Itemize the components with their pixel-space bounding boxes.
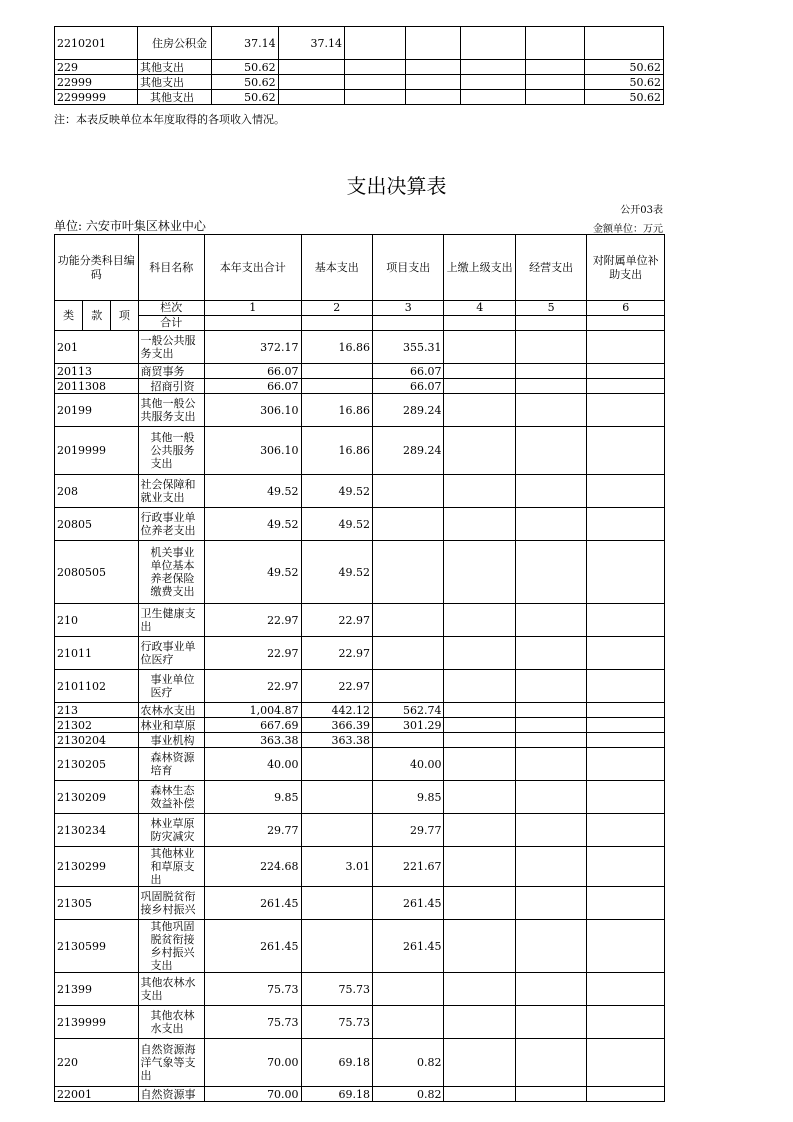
subject-code: 2130234 [55, 814, 139, 847]
basic-amount: 442.12 [301, 703, 372, 718]
basic-amount [301, 379, 372, 394]
subsidy-amount [587, 508, 665, 541]
table-row [55, 781, 665, 814]
amount-cell-7: 50.62 [585, 75, 664, 90]
subject-name: 事业单位医疗 [138, 670, 204, 703]
business-amount [515, 541, 586, 604]
subject-code: 21011 [55, 637, 139, 670]
basic-amount: 75.73 [301, 1006, 372, 1039]
subject-name: 森林生态效益补偿 [138, 781, 204, 814]
project-amount: 301.29 [373, 718, 444, 733]
subject-name: 巩固脱贫衔接乡村振兴 [138, 887, 204, 920]
page-title: 支出决算表 [346, 174, 447, 198]
business-amount [515, 1039, 586, 1087]
subject-code: 2101102 [55, 670, 139, 703]
project-amount [373, 637, 444, 670]
upper-amount [444, 814, 515, 847]
subject-code: 208 [55, 475, 139, 508]
header-kuan: 款 [83, 301, 111, 331]
project-amount: 289.24 [373, 394, 444, 427]
basic-amount: 16.86 [301, 427, 372, 475]
header-subject-name: 科目名称 [138, 235, 204, 301]
business-amount [515, 847, 586, 887]
business-amount [515, 703, 586, 718]
subsidy-amount [587, 379, 665, 394]
upper-amount [444, 508, 515, 541]
amount-cell-2 [278, 90, 344, 105]
col-num-4: 4 [444, 301, 515, 316]
upper-amount [444, 331, 515, 364]
subject-name: 机关事业单位基本养老保险缴费支出 [138, 541, 204, 604]
subsidy-amount [587, 475, 665, 508]
total-amount: 49.52 [204, 475, 301, 508]
col-num-5: 5 [515, 301, 586, 316]
subject-code: 21302 [55, 718, 139, 733]
subject-name: 事业机构 [138, 733, 204, 748]
basic-amount: 69.18 [301, 1039, 372, 1087]
upper-amount [444, 604, 515, 637]
subject-name: 行政事业单位医疗 [138, 637, 204, 670]
business-amount [515, 748, 586, 781]
basic-amount: 16.86 [301, 394, 372, 427]
subject-name: 其他林业和草原支出 [138, 847, 204, 887]
project-amount [373, 475, 444, 508]
subsidy-amount [587, 394, 665, 427]
upper-amount [444, 733, 515, 748]
upper-amount [444, 394, 515, 427]
business-amount [515, 637, 586, 670]
amount-cell-4 [405, 27, 460, 60]
subject-name: 其他农林水支出 [138, 1006, 204, 1039]
subsidy-amount [587, 847, 665, 887]
business-amount [515, 781, 586, 814]
business-amount [515, 920, 586, 973]
subject-code: 2130204 [55, 733, 139, 748]
table-row [55, 887, 665, 920]
subject-name: 卫生健康支出 [138, 604, 204, 637]
upper-amount [444, 920, 515, 973]
table-row [55, 1006, 665, 1039]
upper-amount [444, 1087, 515, 1102]
business-amount [515, 733, 586, 748]
subsidy-amount [587, 973, 665, 1006]
subsidy-amount [587, 733, 665, 748]
basic-amount: 366.39 [301, 718, 372, 733]
total-amount: 1,004.87 [204, 703, 301, 718]
table-row [55, 670, 665, 703]
upper-amount [444, 847, 515, 887]
subsidy-amount [587, 364, 665, 379]
table-row [55, 973, 665, 1006]
subject-name: 其他一般公共服务支出 [138, 394, 204, 427]
basic-amount [301, 920, 372, 973]
subject-code: 220 [55, 1039, 139, 1087]
subject-name: 住房公积金 [138, 27, 212, 60]
amount-cell-1: 50.62 [212, 90, 278, 105]
amount-cell-7: 50.62 [585, 60, 664, 75]
amount-cell-4 [405, 60, 460, 75]
subsidy-amount [587, 1039, 665, 1087]
project-amount [373, 733, 444, 748]
table-row [55, 427, 665, 475]
total-amount: 29.77 [204, 814, 301, 847]
subsidy-amount [587, 781, 665, 814]
subject-name: 农林水支出 [138, 703, 204, 718]
subject-code: 20113 [55, 364, 139, 379]
subject-code: 2011308 [55, 379, 139, 394]
subject-code: 213 [55, 703, 139, 718]
amount-cell-1: 50.62 [212, 60, 278, 75]
amount-cell-3 [345, 60, 406, 75]
subject-code: 21305 [55, 887, 139, 920]
subject-name: 自然资源事 [138, 1087, 204, 1102]
business-amount [515, 1006, 586, 1039]
business-amount [515, 475, 586, 508]
total-amount: 667.69 [204, 718, 301, 733]
basic-amount [301, 887, 372, 920]
subsidy-amount [587, 920, 665, 973]
table-row [55, 508, 665, 541]
amount-cell-6 [525, 27, 585, 60]
upper-amount [444, 541, 515, 604]
amount-cell-6 [525, 75, 585, 90]
subject-code: 2139999 [55, 1006, 139, 1039]
project-amount: 289.24 [373, 427, 444, 475]
basic-amount: 49.52 [301, 508, 372, 541]
subsidy-amount [587, 637, 665, 670]
subsidy-amount [587, 718, 665, 733]
table-row [55, 733, 665, 748]
header-xiang: 项 [111, 301, 138, 331]
subsidy-amount [587, 814, 665, 847]
amount-cell-1: 50.62 [212, 75, 278, 90]
subject-name: 社会保障和就业支出 [138, 475, 204, 508]
total-amount: 22.97 [204, 604, 301, 637]
project-amount: 261.45 [373, 920, 444, 973]
header-lanci: 栏次 [138, 301, 204, 316]
total-amount: 261.45 [204, 920, 301, 973]
table-row [55, 90, 664, 105]
subject-code: 2130599 [55, 920, 139, 973]
header-subsidy: 对附属单位补助支出 [587, 235, 665, 301]
subject-name: 林业和草原 [138, 718, 204, 733]
subject-code: 21399 [55, 973, 139, 1006]
project-amount: 221.67 [373, 847, 444, 887]
basic-amount: 363.38 [301, 733, 372, 748]
table-row [55, 748, 665, 781]
amount-unit-label: 金额单位：万元 [593, 224, 663, 235]
table-row [55, 331, 665, 364]
table-row [55, 847, 665, 887]
header-lei: 类 [55, 301, 83, 331]
business-amount [515, 364, 586, 379]
table-row [55, 394, 665, 427]
business-amount [515, 814, 586, 847]
amount-cell-6 [525, 60, 585, 75]
business-amount [515, 394, 586, 427]
subject-code: 20805 [55, 508, 139, 541]
subject-name: 其他支出 [138, 60, 212, 75]
amount-cell-3 [345, 90, 406, 105]
amount-cell-7: 50.62 [585, 90, 664, 105]
subject-code: 20199 [55, 394, 139, 427]
business-amount [515, 1087, 586, 1102]
header-heji: 合计 [138, 316, 204, 331]
upper-amount [444, 703, 515, 718]
basic-amount: 69.18 [301, 1087, 372, 1102]
upper-amount [444, 364, 515, 379]
header-business: 经营支出 [515, 235, 586, 301]
header-basic: 基本支出 [301, 235, 372, 301]
basic-amount [301, 814, 372, 847]
business-amount [515, 379, 586, 394]
subject-name: 林业草原防灾减灾 [138, 814, 204, 847]
subject-name: 其他支出 [138, 90, 212, 105]
total-amount: 363.38 [204, 733, 301, 748]
project-amount: 355.31 [373, 331, 444, 364]
header-func-code: 功能分类科目编码 [55, 235, 139, 301]
expenditure-table [54, 234, 665, 1102]
table-row [55, 1087, 665, 1102]
subject-name: 森林资源培育 [138, 748, 204, 781]
amount-cell-5 [461, 90, 525, 105]
table-row [55, 379, 665, 394]
total-amount: 9.85 [204, 781, 301, 814]
table-row [55, 718, 665, 733]
subject-code: 2130299 [55, 847, 139, 887]
upper-amount [444, 718, 515, 733]
basic-amount [301, 748, 372, 781]
subject-code: 22999 [55, 75, 138, 90]
project-amount: 40.00 [373, 748, 444, 781]
total-amount: 306.10 [204, 427, 301, 475]
amount-cell-3 [345, 75, 406, 90]
project-amount [373, 1006, 444, 1039]
basic-amount: 22.97 [301, 637, 372, 670]
table-row [55, 475, 665, 508]
subject-code: 229 [55, 60, 138, 75]
total-amount: 22.97 [204, 670, 301, 703]
amount-cell-4 [405, 90, 460, 105]
basic-amount: 49.52 [301, 475, 372, 508]
table-row [55, 814, 665, 847]
table-row [55, 364, 665, 379]
project-amount: 66.07 [373, 364, 444, 379]
table-note: 注：本表反映单位本年度取得的各项收入情况。 [54, 113, 285, 126]
table-row [55, 703, 665, 718]
project-amount [373, 670, 444, 703]
subject-code: 210 [55, 604, 139, 637]
business-amount [515, 718, 586, 733]
table-row [55, 27, 664, 60]
subject-name: 其他巩固脱贫衔接乡村振兴支出 [138, 920, 204, 973]
table-row [55, 604, 665, 637]
subsidy-amount [587, 887, 665, 920]
total-amount: 75.73 [204, 973, 301, 1006]
upper-amount [444, 973, 515, 1006]
upper-amount [444, 379, 515, 394]
table-row [55, 60, 664, 75]
table-row [55, 75, 664, 90]
subsidy-amount [587, 541, 665, 604]
subject-code: 2299999 [55, 90, 138, 105]
amount-cell-5 [461, 75, 525, 90]
income-table-continuation [54, 26, 664, 105]
subject-name: 行政事业单位养老支出 [138, 508, 204, 541]
upper-amount [444, 781, 515, 814]
table-row [55, 1039, 665, 1087]
total-amount: 261.45 [204, 887, 301, 920]
project-amount: 0.82 [373, 1039, 444, 1087]
amount-cell-6 [525, 90, 585, 105]
upper-amount [444, 1039, 515, 1087]
upper-amount [444, 887, 515, 920]
amount-cell-2: 37.14 [278, 27, 344, 60]
subject-code: 2019999 [55, 427, 139, 475]
project-amount [373, 508, 444, 541]
business-amount [515, 670, 586, 703]
amount-cell-1: 37.14 [212, 27, 278, 60]
subject-code: 2130205 [55, 748, 139, 781]
total-amount: 40.00 [204, 748, 301, 781]
project-amount [373, 973, 444, 1006]
header-total: 本年支出合计 [204, 235, 301, 301]
total-row [55, 316, 665, 331]
project-amount [373, 541, 444, 604]
total-amount: 49.52 [204, 541, 301, 604]
total-amount: 75.73 [204, 1006, 301, 1039]
table-row [55, 637, 665, 670]
subsidy-amount [587, 1006, 665, 1039]
basic-amount: 3.01 [301, 847, 372, 887]
amount-cell-5 [461, 60, 525, 75]
subsidy-amount [587, 1087, 665, 1102]
subject-name: 一般公共服务支出 [138, 331, 204, 364]
project-amount: 9.85 [373, 781, 444, 814]
total-amount: 66.07 [204, 364, 301, 379]
project-amount: 0.82 [373, 1087, 444, 1102]
table-row [55, 920, 665, 973]
amount-cell-2 [278, 60, 344, 75]
subsidy-amount [587, 331, 665, 364]
subject-name: 招商引资 [138, 379, 204, 394]
total-amount: 22.97 [204, 637, 301, 670]
table-row [55, 541, 665, 604]
header-row [55, 235, 665, 301]
basic-amount [301, 364, 372, 379]
basic-amount: 16.86 [301, 331, 372, 364]
total-amount: 49.52 [204, 508, 301, 541]
header-project: 项目支出 [373, 235, 444, 301]
subject-name: 自然资源海洋气象等支出 [138, 1039, 204, 1087]
business-amount [515, 604, 586, 637]
amount-cell-5 [461, 27, 525, 60]
upper-amount [444, 670, 515, 703]
col-num-1: 1 [204, 301, 301, 316]
subject-code: 2080505 [55, 541, 139, 604]
amount-cell-2 [278, 75, 344, 90]
upper-amount [444, 475, 515, 508]
amount-cell-7 [585, 27, 664, 60]
total-amount: 372.17 [204, 331, 301, 364]
amount-cell-4 [405, 75, 460, 90]
amount-cell-3 [345, 27, 406, 60]
project-amount: 66.07 [373, 379, 444, 394]
col-num-6: 6 [587, 301, 665, 316]
subject-code: 201 [55, 331, 139, 364]
subject-name: 其他一般公共服务支出 [138, 427, 204, 475]
upper-amount [444, 637, 515, 670]
total-amount: 70.00 [204, 1039, 301, 1087]
subsidy-amount [587, 670, 665, 703]
header-upper: 上缴上级支出 [444, 235, 515, 301]
project-amount [373, 604, 444, 637]
basic-amount: 22.97 [301, 670, 372, 703]
basic-amount: 49.52 [301, 541, 372, 604]
total-amount: 66.07 [204, 379, 301, 394]
subject-name: 其他支出 [138, 75, 212, 90]
business-amount [515, 973, 586, 1006]
subsidy-amount [587, 703, 665, 718]
subject-code: 2130209 [55, 781, 139, 814]
col-num-3: 3 [373, 301, 444, 316]
business-amount [515, 331, 586, 364]
column-number-row [55, 301, 665, 316]
upper-amount [444, 1006, 515, 1039]
upper-amount [444, 748, 515, 781]
business-amount [515, 427, 586, 475]
basic-amount: 75.73 [301, 973, 372, 1006]
basic-amount [301, 781, 372, 814]
subject-name: 其他农林水支出 [138, 973, 204, 1006]
project-amount: 261.45 [373, 887, 444, 920]
subsidy-amount [587, 748, 665, 781]
form-code: 公开03表 [620, 205, 663, 216]
total-amount: 306.10 [204, 394, 301, 427]
total-amount: 224.68 [204, 847, 301, 887]
subject-code: 2210201 [55, 27, 138, 60]
unit-label: 单位: 六安市叶集区林业中心 [54, 219, 206, 233]
project-amount: 562.74 [373, 703, 444, 718]
subsidy-amount [587, 427, 665, 475]
subject-name: 商贸事务 [138, 364, 204, 379]
business-amount [515, 508, 586, 541]
subsidy-amount [587, 604, 665, 637]
project-amount: 29.77 [373, 814, 444, 847]
upper-amount [444, 427, 515, 475]
total-amount: 70.00 [204, 1087, 301, 1102]
subject-code: 22001 [55, 1087, 139, 1102]
col-num-2: 2 [301, 301, 372, 316]
basic-amount: 22.97 [301, 604, 372, 637]
business-amount [515, 887, 586, 920]
